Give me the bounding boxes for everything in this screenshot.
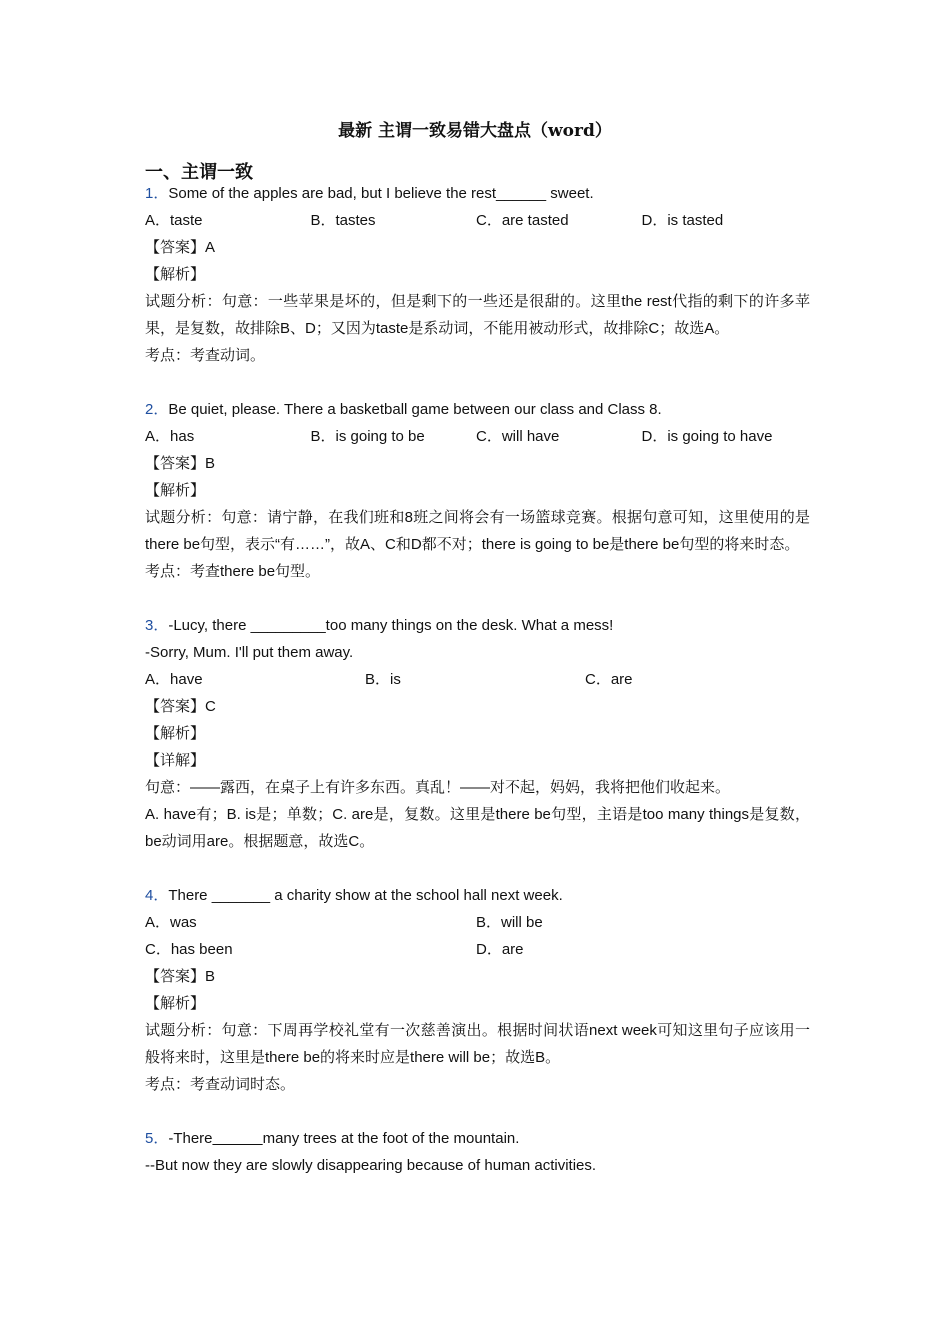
question-number: 1． bbox=[145, 185, 169, 202]
option-b: B．is going to be bbox=[310, 428, 425, 445]
question-1 bbox=[145, 180, 810, 369]
option-a: A．taste bbox=[145, 212, 203, 229]
question-stem: Some of the apples are bad, but I believe the rest______ sweet. bbox=[168, 185, 594, 202]
question-stem-rest: many trees at the foot of the mountain. bbox=[262, 1130, 520, 1147]
options-row bbox=[145, 207, 810, 234]
option-d: D．is going to have bbox=[641, 428, 773, 445]
detail-translation: 句意：——露西，在桌子上有许多东西。真乱！——对不起，妈妈，我将把他们收起来。 bbox=[145, 779, 731, 796]
analysis-label: 【解析】 bbox=[145, 266, 206, 283]
analysis-label: 【解析】 bbox=[145, 725, 206, 742]
question-2 bbox=[145, 396, 810, 585]
options-row bbox=[145, 423, 810, 450]
option-d: D．are bbox=[476, 941, 524, 958]
question-stem-reply: --But now they are slowly disappearing because of human activities. bbox=[145, 1157, 597, 1174]
option-b: B．tastes bbox=[310, 212, 376, 229]
answer-label: 【答案】C bbox=[145, 698, 216, 715]
option-c: C．are bbox=[585, 671, 633, 688]
knowledge-point: 考点：考查动词。 bbox=[145, 347, 266, 364]
analysis-label: 【解析】 bbox=[145, 995, 206, 1012]
question-stem: Be quiet, please. There a basketball game between our class and Class 8. bbox=[168, 401, 662, 418]
question-5 bbox=[145, 1125, 810, 1179]
knowledge-point: 考点：考查there be句型。 bbox=[145, 563, 321, 580]
analysis-text: 试题分析：句意：下周再学校礼堂有一次慈善演出。根据时间状语next week可知这里句子应该用一般将来时，这里是there be的将来时应是there will be；故选B。 bbox=[145, 1022, 810, 1066]
detail-label: 【详解】 bbox=[145, 752, 206, 769]
answer-label: 【答案】B bbox=[145, 455, 216, 472]
answer-label: 【答案】B bbox=[145, 968, 216, 985]
analysis-text: 试题分析：句意：一些苹果是坏的，但是剩下的一些还是很甜的。这里the rest代指的剩下的许多苹果，是复数，故排除B、D；又因为taste是系动词，不能用被动形式，故排除C；故选A。 bbox=[145, 293, 810, 337]
option-c: C．will have bbox=[476, 428, 560, 445]
analysis-label: 【解析】 bbox=[145, 482, 206, 499]
option-c: C．are tasted bbox=[476, 212, 569, 229]
option-d: D．is tasted bbox=[641, 212, 724, 229]
answer-label: 【答案】A bbox=[145, 239, 216, 256]
question-number: 2． bbox=[145, 401, 169, 418]
answer-blank: ______ bbox=[212, 1130, 263, 1147]
knowledge-point: 考点：考查动词时态。 bbox=[145, 1076, 296, 1093]
question-number: 4． bbox=[145, 887, 169, 904]
question-stem: -There bbox=[168, 1130, 213, 1147]
options-row bbox=[145, 936, 810, 963]
option-a: A．has bbox=[145, 428, 195, 445]
option-c: C．has been bbox=[145, 941, 233, 958]
option-b: B．is bbox=[365, 671, 401, 688]
options-row bbox=[145, 909, 810, 936]
question-stem-reply: -Sorry, Mum. I'll put them away. bbox=[145, 644, 354, 661]
option-a: A．have bbox=[145, 671, 203, 688]
option-a: A．was bbox=[145, 914, 197, 931]
analysis-text: 试题分析：句意：请宁静，在我们班和8班之间将会有一场篮球竞赛。根据句意可知，这里使用的是there be句型，表示“有……”，故A、C和D都不对；there is going to be是there be句型的将来时态。 bbox=[145, 509, 810, 553]
document-title: 最新 主谓一致易错大盘点（word） bbox=[338, 121, 612, 141]
detail-text: A. have有；B. is是；单数；C. are是，复数。这里是there be句型，主语是too many things是复数，be动词用are。根据题意，故选C。 bbox=[145, 806, 810, 850]
question-4 bbox=[145, 882, 810, 1098]
option-b: B．will be bbox=[476, 914, 543, 931]
question-stem: -Lucy, there _________too many things on the desk. What a mess! bbox=[168, 617, 614, 634]
options-row bbox=[145, 666, 810, 693]
question-number: 5． bbox=[145, 1130, 169, 1147]
section-heading: 一、主谓一致 bbox=[145, 162, 253, 183]
question-3 bbox=[145, 612, 810, 855]
question-list bbox=[145, 180, 810, 1179]
question-stem: There _______ a charity show at the school hall next week. bbox=[168, 887, 563, 904]
question-number: 3． bbox=[145, 617, 169, 634]
